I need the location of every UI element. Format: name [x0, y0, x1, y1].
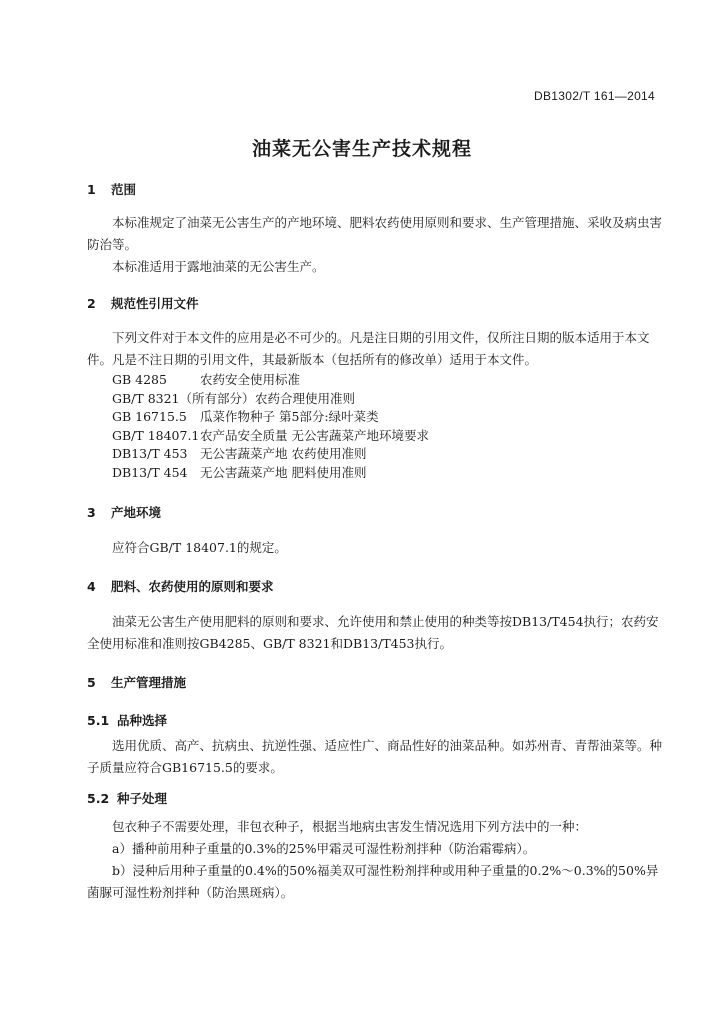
- reference-item: [112, 408, 429, 427]
- section-title: 产地环境: [111, 505, 162, 520]
- section-number: 2: [87, 296, 96, 311]
- section-5-1-paragraph-1: 选用优质、高产、抗病虫、抗逆性强、适应性广、商品性好的油菜品种。如苏州青、青帮油菜等。种子质量应符合GB16715.5的要求。: [87, 738, 663, 775]
- section-1-heading: [87, 180, 136, 198]
- section-number: 5.2: [87, 791, 110, 806]
- section-number: 5: [87, 675, 96, 690]
- reference-code: GB/T 18407.1: [112, 427, 200, 443]
- section-number: 4: [87, 579, 96, 594]
- section-3-heading: [87, 503, 161, 521]
- section-title: 范围: [111, 182, 137, 197]
- section-title: 肥料、农药使用的原则和要求: [111, 579, 274, 594]
- section-title: 种子处理: [117, 791, 168, 806]
- section-5-1-heading: [87, 711, 167, 729]
- reference-code: DB13/T 453: [112, 446, 188, 461]
- section-5-2-heading: [87, 789, 167, 807]
- section-3-paragraph-1: 应符合GB/T 18407.1的规定。: [112, 540, 287, 555]
- reference-name: 农产品安全质量 无公害蔬菜产地环境要求: [200, 427, 429, 443]
- section-number: 3: [87, 505, 96, 520]
- section-number: 1: [87, 182, 96, 197]
- reference-name: 无公害蔬菜产地 肥料使用准则: [200, 464, 367, 480]
- section-5-2-paragraph-1: 包衣种子不需要处理，非包衣种子，根据当地病虫害发生情况选用下列方法中的一种：: [112, 819, 588, 834]
- reference-item: [112, 371, 429, 390]
- reference-item: [112, 445, 429, 464]
- section-number: 5.1: [87, 713, 110, 728]
- document-title: 油菜无公害生产技术规程: [251, 138, 472, 160]
- section-2-paragraph-1: 下列文件对于本文件的应用是必不可少的。凡是注日期的引用文件，仅所注日期的版本适用于本文件。凡是不注日期的引用文件，其最新版本（包括所有的修改单）适用于本文件。: [87, 330, 650, 367]
- section-4-paragraph-1: 油菜无公害生产使用肥料的原则和要求、允许使用和禁止使用的种类等按DB13/T454执行；农药安全使用标准和准则按GB4285、GB/T 8321和DB13/T453执行。: [87, 614, 659, 651]
- reference-item: [112, 427, 429, 446]
- reference-code: DB13/T 454: [112, 464, 188, 480]
- reference-code: GB 4285: [112, 372, 167, 387]
- reference-name: 农药安全使用标准: [200, 372, 301, 387]
- section-title: 品种选择: [117, 713, 168, 728]
- reference-name: 农药合理使用准则: [255, 390, 356, 406]
- reference-name: 瓜菜作物种子 第5部分:绿叶菜类: [200, 409, 379, 424]
- reference-code: GB/T 8321（所有部分）: [112, 390, 255, 406]
- reference-code: GB 16715.5: [112, 409, 187, 424]
- section-title: 规范性引用文件: [111, 296, 199, 311]
- section-5-2-item-a: a）播种前用种子重量的0.3%的25%甲霜灵可湿性粉剂拌种（防治霜霉病）。: [112, 841, 536, 856]
- reference-name: 无公害蔬菜产地 农药使用准则: [200, 446, 367, 461]
- section-1-paragraph-1: 本标准规定了油菜无公害生产的产地环境、肥料农药使用原则和要求、生产管理措施、采收及病虫害防治等。: [87, 215, 663, 252]
- section-title: 生产管理措施: [111, 675, 187, 690]
- standard-code: DB1302/T 161—2014: [534, 89, 655, 103]
- section-5-2-item-b: b）浸种后用种子重量的0.4%的50%福美双可湿性粉剂拌种或用种子重量的0.2%～0.3%的50%异菌脲可湿性粉剂拌种（防治黑斑病）。: [87, 863, 659, 900]
- reference-list: [112, 371, 429, 482]
- section-5-heading: [87, 673, 186, 691]
- reference-item: [112, 390, 429, 409]
- reference-item: [112, 464, 429, 483]
- section-2-heading: [87, 294, 199, 312]
- section-4-heading: [87, 577, 274, 595]
- section-1-paragraph-2: 本标准适用于露地油菜的无公害生产。: [112, 259, 325, 274]
